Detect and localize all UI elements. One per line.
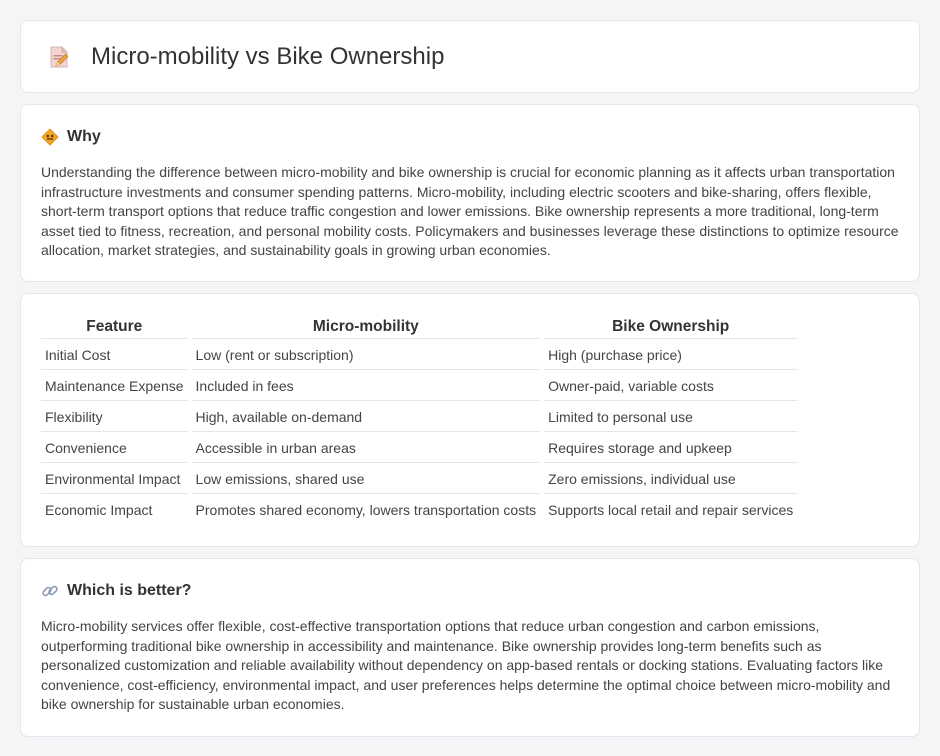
- bike-ownership-cell: Owner-paid, variable costs: [544, 370, 797, 401]
- document-pencil-icon: [47, 45, 71, 69]
- table-header-row: [41, 314, 797, 339]
- why-text: Understanding the difference between micro-mobility and bike ownership is crucial for economic planning as it affects urban transportation infrastructure investments and consumer spending patterns. Micro-mobility, including electric scooters and bike-sharing, offers flexible, short-term transport options that reduce traffic congestion and lower emissions. Bike ownership represents a more traditional, long-term asset tied to fitness, recreation, and personal mobility costs. Policymakers and businesses leverage these distinctions to optimize resource allocation, market strategies, and sustainability goals in growing urban economies.: [41, 164, 899, 259]
- feature-cell: Maintenance Expense: [41, 370, 188, 401]
- feature-cell: Flexibility: [41, 401, 188, 432]
- why-heading: [41, 125, 899, 149]
- table-row: [41, 463, 797, 494]
- header-card: [20, 20, 920, 93]
- micro-mobility-cell: High, available on-demand: [192, 401, 541, 432]
- header-micro-mobility: Micro-mobility: [192, 314, 541, 339]
- better-text: Micro-mobility services offer flexible, cost-effective transportation options that reduce urban congestion and carbon emissions, outperforming traditional bike ownership in accessibility and maintenance. Bike ownership provides long-term benefits such as personalized customization and reliable availability without dependency on app-based rentals or docking stations. Evaluating factors like convenience, cost-efficiency, environmental impact, and user preferences helps determine the optimal choice between micro-mobility and bike ownership for sustainable urban economies.: [41, 618, 891, 713]
- bike-ownership-cell: Supports local retail and repair services: [548, 502, 794, 518]
- why-section: [20, 104, 920, 282]
- micro-mobility-cell: Promotes shared economy, lowers transportation costs: [195, 502, 537, 518]
- diamond-sign-icon: [41, 128, 59, 146]
- page-title: Micro-mobility vs Bike Ownership: [91, 42, 445, 70]
- why-title: Why: [67, 128, 101, 145]
- table-row: [41, 401, 797, 432]
- comparison-table: [37, 314, 801, 525]
- bike-ownership-cell: Zero emissions, individual use: [544, 463, 797, 494]
- feature-cell: Environmental Impact: [41, 463, 188, 494]
- micro-mobility-cell: Low (rent or subscription): [192, 339, 541, 370]
- table-row: [41, 370, 797, 401]
- feature-cell: Convenience: [41, 432, 188, 463]
- comparison-section: [20, 293, 920, 547]
- better-heading: [41, 579, 899, 603]
- header-bike-ownership: Bike Ownership: [544, 314, 797, 339]
- which-is-better-section: [20, 558, 920, 737]
- feature-cell: Economic Impact: [45, 502, 153, 518]
- table-row: [41, 494, 797, 525]
- bike-ownership-cell: High (purchase price): [544, 339, 797, 370]
- micro-mobility-cell: Accessible in urban areas: [192, 432, 541, 463]
- link-icon: [41, 582, 59, 600]
- micro-mobility-cell: Included in fees: [192, 370, 541, 401]
- feature-cell: Initial Cost: [41, 339, 188, 370]
- table-row: [41, 432, 797, 463]
- table-row: [41, 339, 797, 370]
- header-feature: Feature: [41, 314, 188, 339]
- better-title: Which is better?: [67, 582, 192, 599]
- bike-ownership-cell: Requires storage and upkeep: [544, 432, 797, 463]
- bike-ownership-cell: Limited to personal use: [544, 401, 797, 432]
- micro-mobility-cell: Low emissions, shared use: [192, 463, 541, 494]
